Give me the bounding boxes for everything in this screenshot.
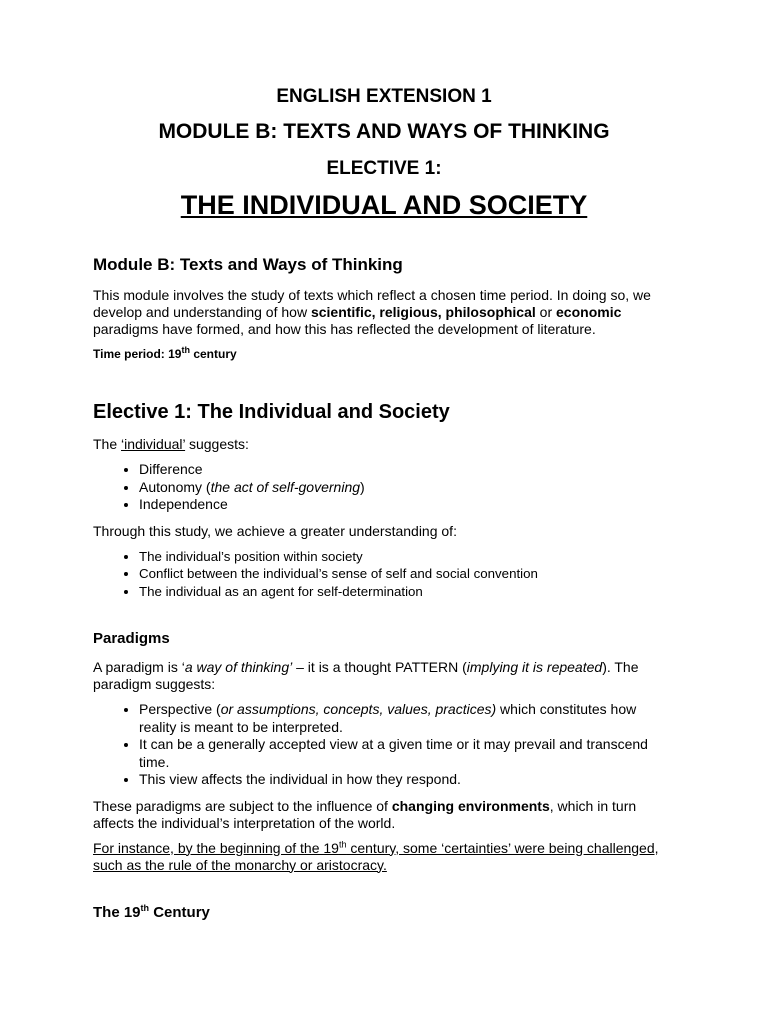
module-b-heading: Module B: Texts and Ways of Thinking (93, 255, 403, 274)
nineteenth-century-heading: The 19th Century (93, 902, 210, 921)
module-b-paragraph: This module involves the study of texts which reflect a chosen time period. In doing so, we develop and understanding of how scientific, religious, philosophical or economic paradigms have formed, and how this has reflected the development of literature. (93, 287, 651, 337)
list-item: • Difference (139, 461, 673, 479)
list-item: • This view affects the individual in how they respond. (139, 771, 673, 789)
time-period-line: Time period: 19th century (93, 345, 237, 361)
influence-paragraph: These paradigms are subject to the influence of changing environments, which in turn affects the individual’s interpretation of the world. (93, 797, 637, 831)
elective-label: ELECTIVE 1: (326, 158, 442, 179)
elective-title: THE INDIVIDUAL AND SOCIETY (180, 190, 588, 220)
elective-heading: Elective 1: The Individual and Society (93, 401, 450, 423)
individual-suggests-list (93, 461, 673, 514)
list-item: • It can be a generally accepted view at a given time or it may prevail and transcend time. (139, 736, 673, 771)
instance-paragraph: For instance, by the beginning of the 19th century, some ‘certainties’ were being challenged, such as the rule of the monarchy or aristocracy. (93, 838, 659, 873)
module-title: MODULE B: TEXTS AND WAYS OF THINKING (158, 120, 610, 143)
paradigms-heading: Paradigms (93, 630, 170, 647)
list-item: • Independence (139, 496, 673, 514)
list-item: • The individual as an agent for self-determination (139, 583, 673, 601)
list-item: • Conflict between the individual’s sense of self and social convention (139, 565, 673, 583)
through-study-line: Through this study, we achieve a greater understanding of: (93, 522, 457, 539)
individual-intro: The ‘individual’ suggests: (93, 436, 249, 452)
list-item: • Perspective (or assumptions, concepts, values, practices) which constitutes how reality is meant to be interpreted. (139, 701, 673, 736)
paradigm-suggests-list (93, 701, 673, 789)
course-title: ENGLISH EXTENSION 1 (276, 86, 492, 107)
document-body (93, 255, 673, 933)
list-item: • The individual’s position within society (139, 548, 673, 566)
understanding-list (93, 548, 673, 601)
paradigm-definition: A paradigm is ‘a way of thinking’ – it is a thought PATTERN (implying it is repeated). The paradigm suggests: (93, 659, 639, 692)
list-item: • Autonomy (the act of self-governing) (139, 479, 673, 497)
